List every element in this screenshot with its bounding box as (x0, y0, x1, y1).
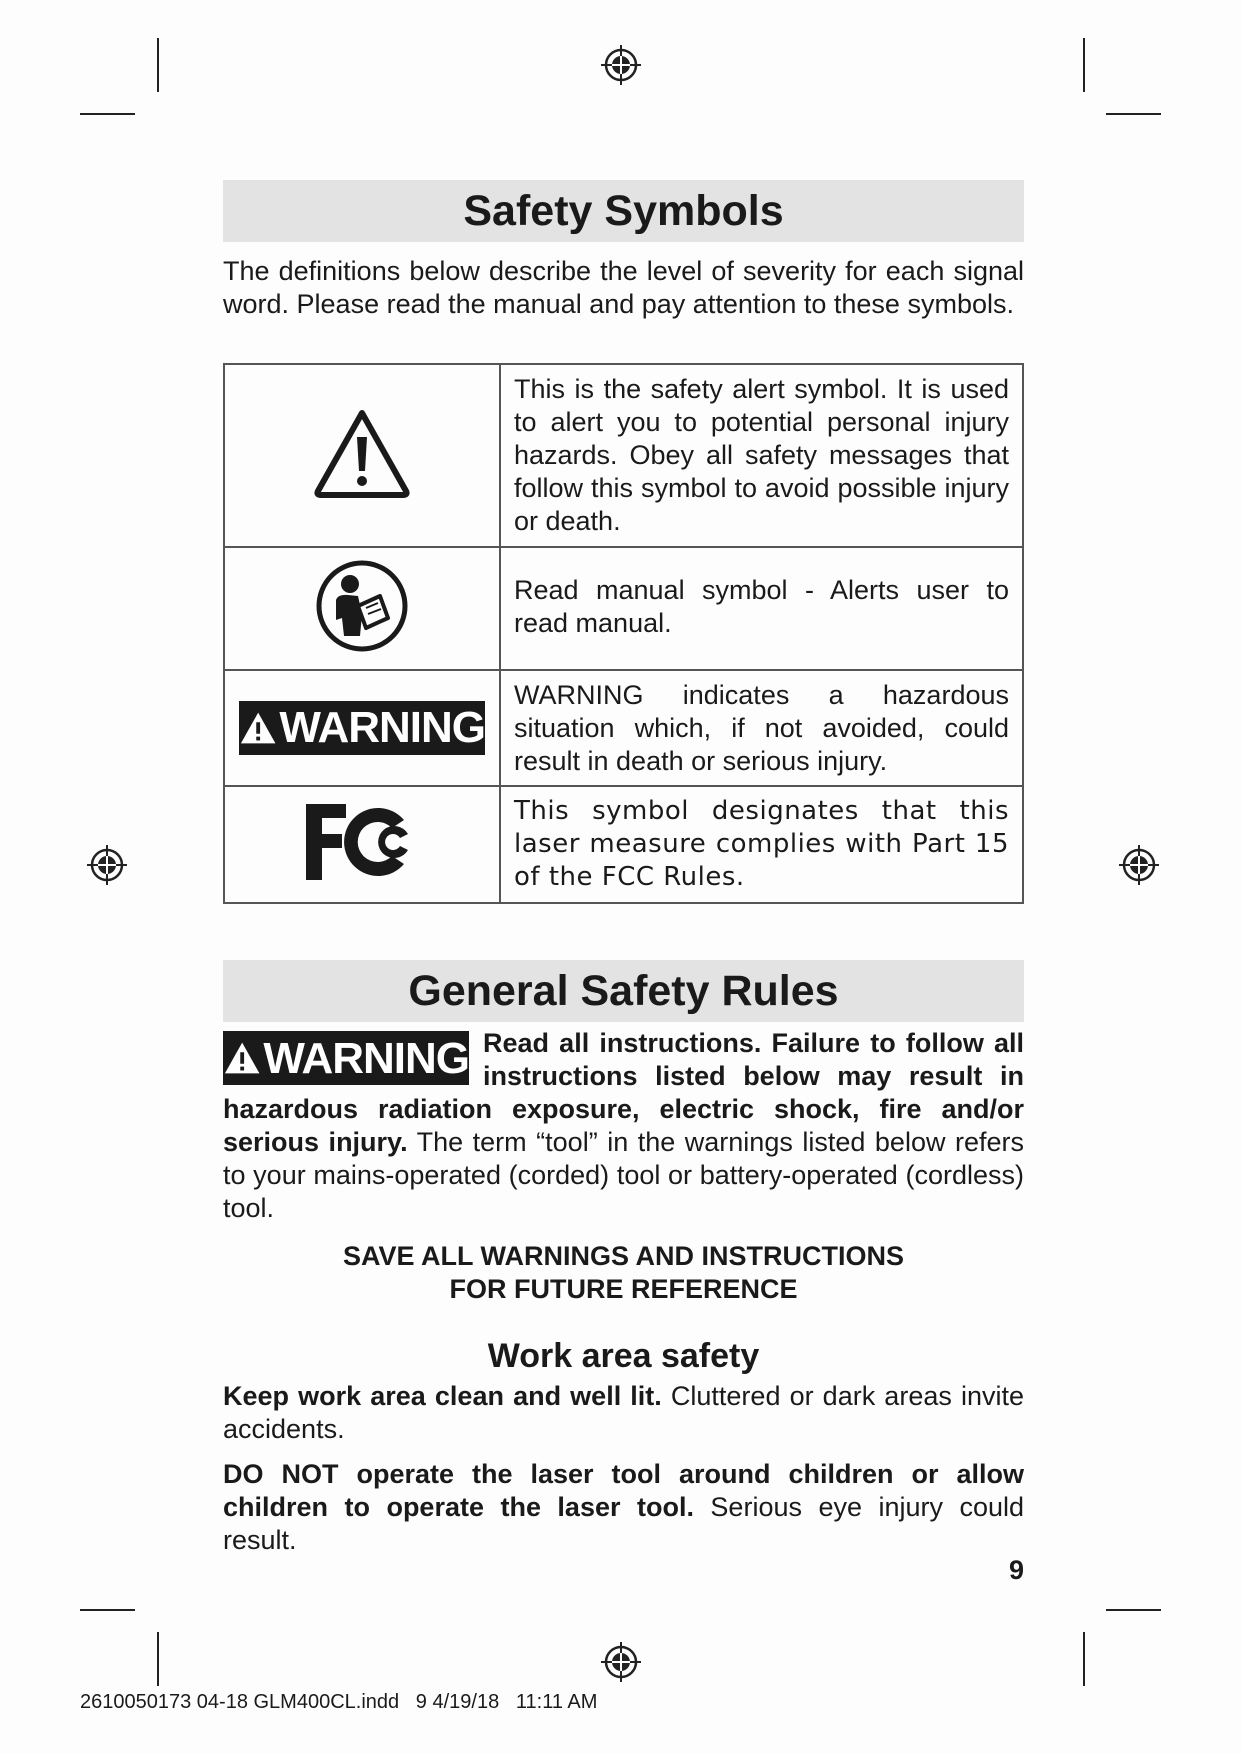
page-number: 9 (1008, 1555, 1024, 1585)
symbol-description: Read manual symbol - Alerts user to read manual. (500, 547, 1023, 670)
general-safety-rules-title: General Safety Rules (223, 960, 1024, 1022)
work-area-paragraph-2 (223, 1458, 1024, 1557)
warning-badge-icon (239, 701, 485, 755)
save-warnings-line2: FOR FUTURE REFERENCE (449, 1274, 798, 1304)
work-area-text-2: Serious eye injury could result. (223, 1492, 1024, 1555)
warning-bold-text: Read all instructions. Failure to follow all instructions listed below may result in hazardous radiation exposure, electric shock, fire and/or serious injury. (223, 1028, 1024, 1157)
work-area-bold-1: Keep work area clean and well lit. (223, 1381, 662, 1411)
safety-symbols-table (223, 363, 1024, 904)
work-area-safety-title: Work area safety (487, 1337, 760, 1375)
registration-mark-icon (599, 43, 643, 87)
work-area-bold-2: DO NOT operate the laser tool around children or allow children to operate the laser tool. (223, 1459, 1024, 1522)
symbol-cell (224, 786, 500, 903)
warning-badge-label: WARNING (279, 703, 485, 752)
symbol-description: WARNING indicates a hazardous situation which, if not avoided, could result in death or serious injury. (500, 670, 1023, 786)
symbol-description: This symbol designates that this laser measure complies with Part 15 of the FCC Rules. (500, 786, 1023, 903)
crop-mark (157, 1632, 159, 1686)
save-warnings-line1: SAVE ALL WARNINGS AND INSTRUCTIONS (342, 1241, 904, 1271)
warning-body-text: The term “tool” in the warnings listed below refers to your mains-operated (corded) tool or battery-operated (cordless) tool. (223, 1127, 1024, 1223)
table-row (224, 364, 1023, 547)
crop-mark (157, 38, 159, 92)
registration-mark-icon (85, 843, 129, 887)
alert-triangle-icon (239, 710, 277, 746)
safety-symbols-title: Safety Symbols (223, 180, 1024, 242)
crop-mark (80, 113, 135, 115)
alert-triangle-icon (223, 1040, 261, 1076)
safety-alert-triangle-icon (312, 407, 412, 499)
registration-mark-icon (1117, 843, 1161, 887)
symbol-cell (224, 547, 500, 670)
read-manual-icon (314, 558, 410, 654)
fcc-logo-icon (304, 800, 420, 884)
general-warning-paragraph (223, 1027, 1024, 1225)
symbol-description: This is the safety alert symbol. It is used to alert you to potential personal injury hazards. Obey all safety messages that follow this symbol to avoid possible injury or death. (500, 364, 1023, 547)
warning-badge-label: WARNING (263, 1033, 469, 1083)
print-slug-footer: 2610050173 04-18 GLM400CL.indd 9 4/19/18 11:11 AM (80, 1691, 598, 1713)
work-area-text-1: Cluttered or dark areas invite accidents. (223, 1381, 1024, 1444)
registration-mark-icon (599, 1640, 643, 1684)
crop-mark (1083, 38, 1085, 92)
table-row (224, 547, 1023, 670)
safety-symbols-intro: The definitions below describe the level of severity for each signal word. Please read the manual and pay attention to these symbols. (223, 256, 1024, 319)
symbol-cell (224, 364, 500, 547)
table-row (224, 670, 1023, 786)
crop-mark (1083, 1632, 1085, 1686)
crop-mark (80, 1609, 135, 1611)
warning-badge-icon (223, 1031, 469, 1085)
table-row (224, 786, 1023, 903)
crop-mark (1106, 1609, 1161, 1611)
work-area-paragraph-1 (223, 1380, 1024, 1446)
crop-mark (1106, 113, 1161, 115)
symbol-cell (224, 670, 500, 786)
